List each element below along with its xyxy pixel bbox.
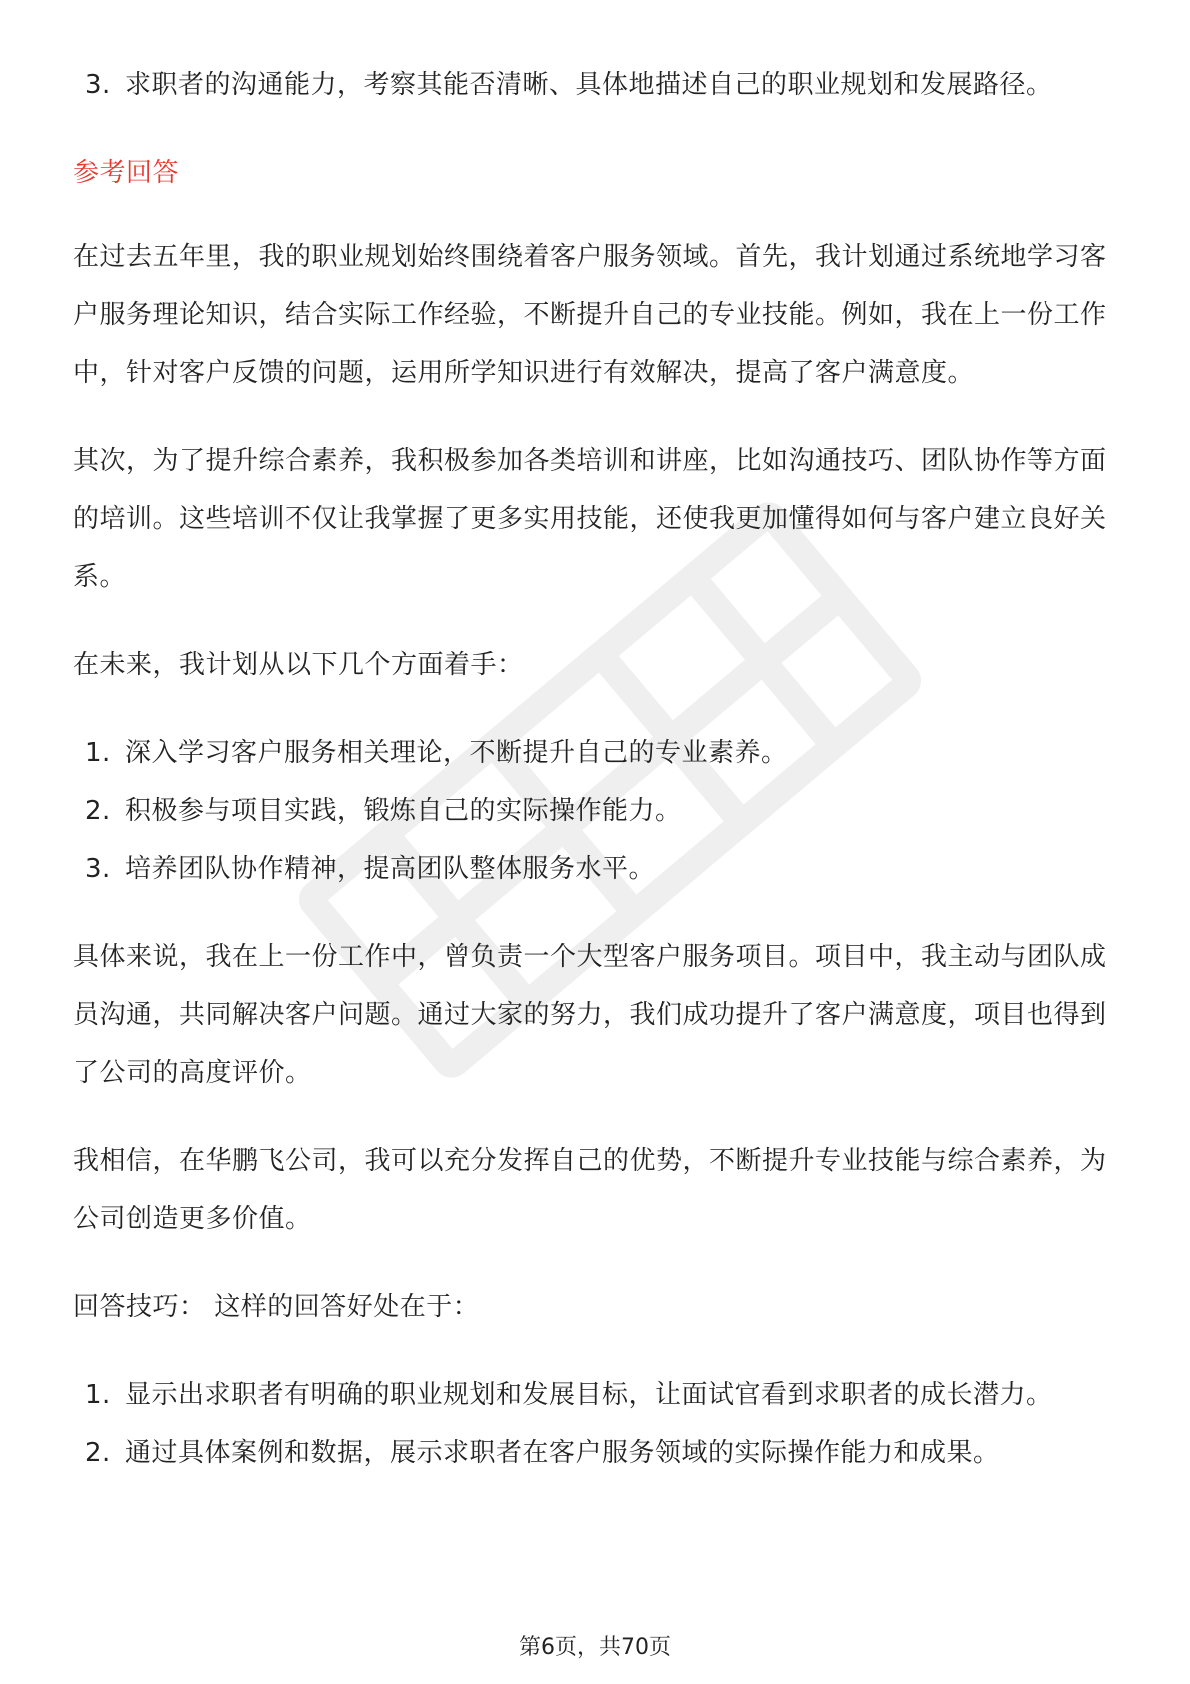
top-list: [73, 56, 1118, 114]
document-page: [73, 56, 1118, 1482]
paragraph: 在过去五年里，我的职业规划始终围绕着客户服务领域。首先，我计划通过系统地学习客户服务理论知识，结合实际工作经验，不断提升自己的专业技能。例如，我在上一份工作中，针对客户反馈的问题，运用所学知识进行有效解决，提高了客户满意度。: [73, 242, 1107, 388]
list-number: 2.: [85, 1438, 111, 1468]
list-number: 3.: [85, 854, 111, 884]
list-text: 显示出求职者有明确的职业规划和发展目标，让面试官看到求职者的成长潜力。: [125, 1380, 1053, 1410]
list-item: [73, 1366, 1118, 1424]
list-number: 1.: [85, 738, 111, 768]
list-item: [73, 724, 1118, 782]
paragraph: 在未来，我计划从以下几个方面着手：: [73, 650, 524, 680]
list-item: [73, 782, 1118, 840]
page-footer: 第6页，共70页: [519, 1635, 671, 1660]
answer-tips-list: [73, 1366, 1118, 1482]
list-text: 培养团队协作精神，提高团队整体服务水平。: [125, 854, 656, 884]
paragraph: 具体来说，我在上一份工作中，曾负责一个大型客户服务项目。项目中，我主动与团队成员沟通，共同解决客户问题。通过大家的努力，我们成功提升了客户满意度，项目也得到了公司的高度评价。: [73, 942, 1107, 1088]
reference-answer-heading: 参考回答: [73, 158, 180, 188]
list-number: 3.: [85, 70, 111, 100]
paragraph: 回答技巧： 这样的回答好处在于：: [73, 1292, 480, 1322]
list-text: 通过具体案例和数据，展示求职者在客户服务领域的实际操作能力和成果。: [125, 1438, 1000, 1468]
list-item: [73, 840, 1118, 898]
list-number: 1.: [85, 1380, 111, 1410]
list-text: 积极参与项目实践，锻炼自己的实际操作能力。: [125, 796, 682, 826]
paragraph: 其次，为了提升综合素养，我积极参加各类培训和讲座，比如沟通技巧、团队协作等方面的培训。这些培训不仅让我掌握了更多实用技能，还使我更加懂得如何与客户建立良好关系。: [73, 446, 1107, 592]
paragraph: 我相信，在华鹏飞公司，我可以充分发挥自己的优势，不断提升专业技能与综合素养，为公司创造更多价值。: [73, 1146, 1107, 1234]
list-text: 深入学习客户服务相关理论，不断提升自己的专业素养。: [125, 738, 788, 768]
list-text: 求职者的沟通能力，考察其能否清晰、具体地描述自己的职业规划和发展路径。: [125, 70, 1053, 100]
future-plan-list: [73, 724, 1118, 898]
list-item: [73, 56, 1118, 114]
list-item: [73, 1424, 1118, 1482]
list-number: 2.: [85, 796, 111, 826]
